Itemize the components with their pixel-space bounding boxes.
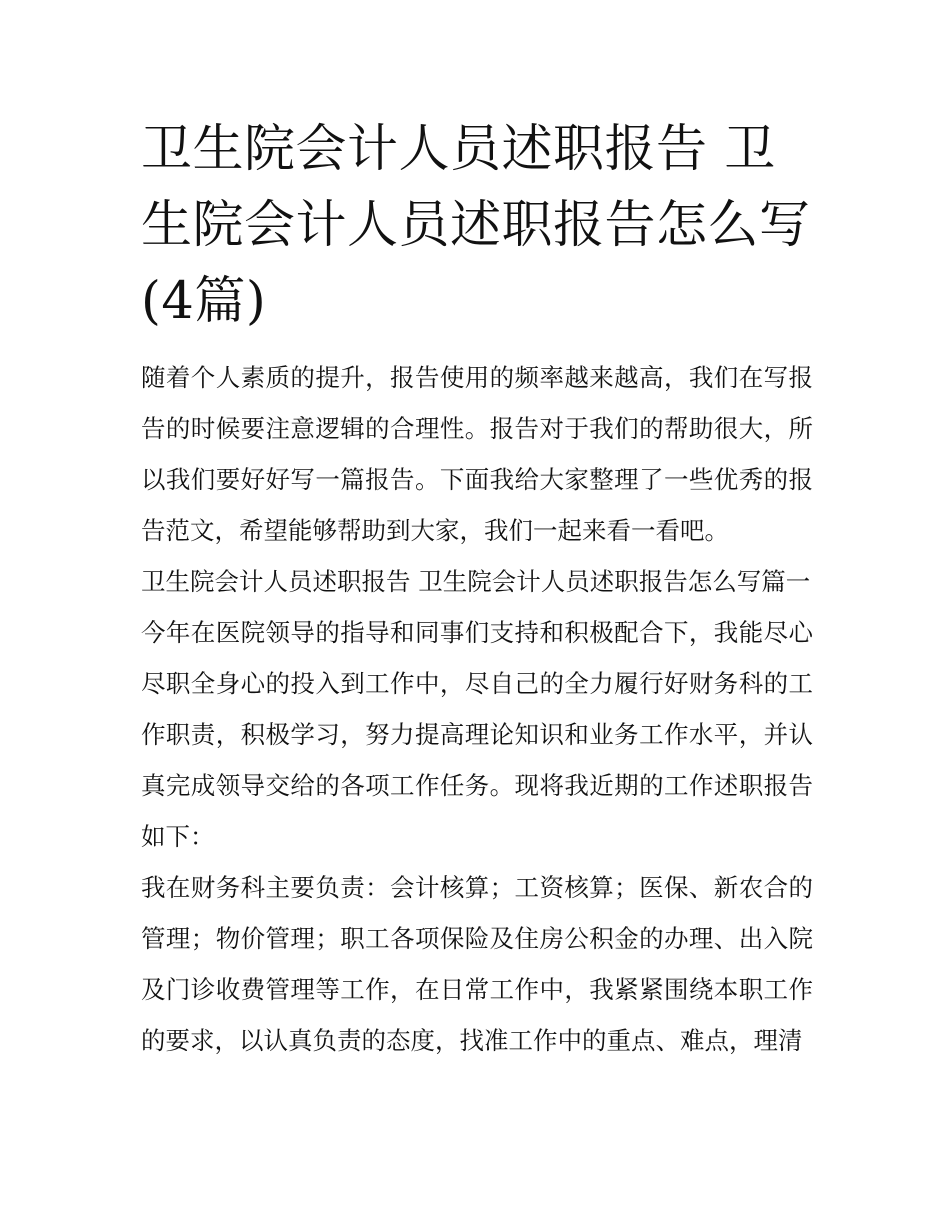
document-title: 卫生院会计人员述职报告 卫生院会计人员述职报告怎么写(4篇) <box>141 120 811 331</box>
document-body <box>141 352 813 1066</box>
intro-paragraph: 随着个人素质的提升，报告使用的频率越来越高，我们在写报告的时候要注意逻辑的合理性。报告对于我们的帮助很大，所以我们要好好写一篇报告。下面我给大家整理了一些优秀的报告范文，希望能够帮助到大家，我们一起来看一看吧。 <box>141 363 813 545</box>
body-paragraph-2: 我在财务科主要负责：会计核算；工资核算；医保、新农合的管理；物价管理；职工各项保险及住房公积金的办理、出入院及门诊收费管理等工作，在日常工作中，我紧紧围绕本职工作的要求，以认真负责的态度，找准工作中的重点、难点，理清 <box>141 873 813 1055</box>
document-page <box>141 112 813 1066</box>
section-heading: 卫生院会计人员述职报告 卫生院会计人员述职报告怎么写篇一 <box>141 567 811 596</box>
body-paragraph-1: 今年在医院领导的指导和同事们支持和积极配合下，我能尽心尽职全身心的投入到工作中，尽自己的全力履行好财务科的工作职责，积极学习，努力提高理论知识和业务工作水平，并认真完成领导交给的各项工作任务。现将我近期的工作述职报告如下： <box>141 618 813 851</box>
